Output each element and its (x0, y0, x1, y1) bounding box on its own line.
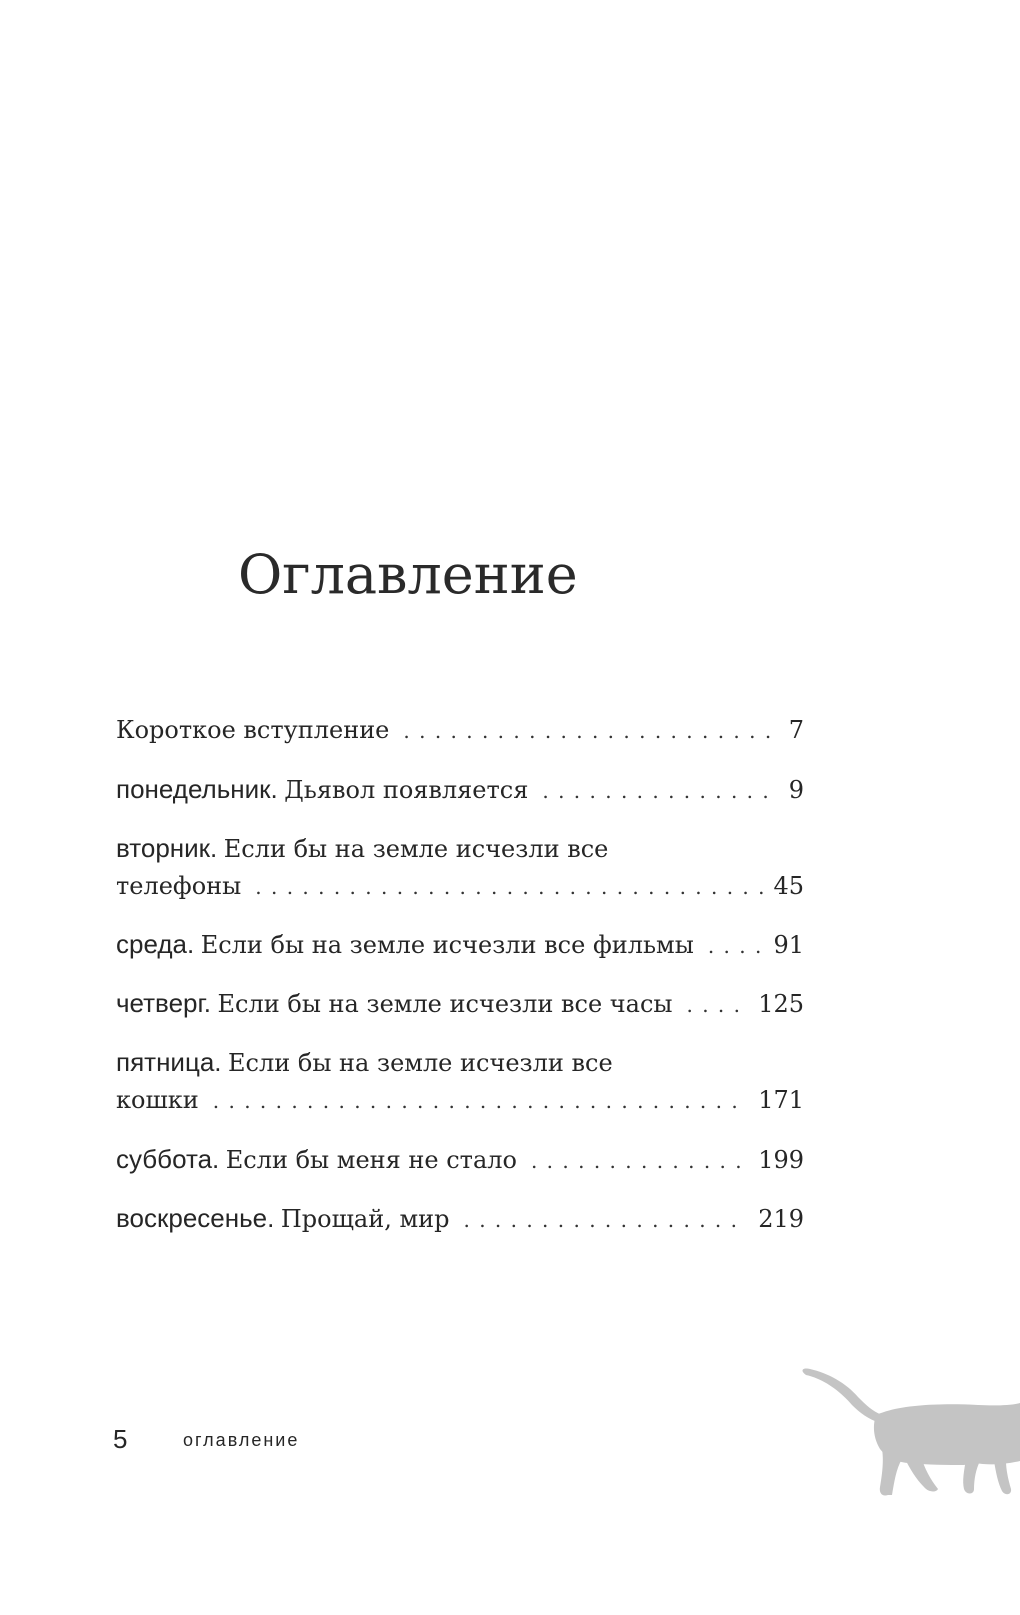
toc-entry-title: Прощай, мир (280, 1205, 450, 1233)
running-head: оглавление (183, 1430, 300, 1450)
toc-entry-title: Если бы меня не стало (225, 1146, 517, 1174)
toc-day-label: пятница. (116, 1047, 222, 1077)
toc-entry-saturday[interactable] (116, 1141, 804, 1180)
toc-entry-wednesday[interactable] (116, 926, 804, 965)
toc-entry-title: Если бы на земле исчезли все (223, 835, 609, 863)
toc-entry-title: Короткое вступление (116, 716, 390, 744)
dot-leader (708, 928, 764, 965)
toc-page-number: 7 (788, 716, 804, 744)
toc-page-number: 125 (758, 990, 804, 1018)
toc-entry-friday[interactable] (116, 1044, 804, 1120)
toc-entry-monday[interactable] (116, 771, 804, 810)
toc-page-number: 199 (758, 1146, 804, 1174)
dot-leader (403, 713, 778, 750)
toc-day-label: вторник. (116, 833, 218, 863)
dot-leader (255, 869, 763, 906)
cat-silhouette-icon (798, 1365, 1020, 1505)
toc-entry-thursday[interactable] (116, 985, 804, 1024)
dot-leader (463, 1202, 748, 1239)
dot-leader (213, 1083, 748, 1120)
toc-entry-sunday[interactable] (116, 1200, 804, 1239)
toc-entry-title: Если бы на земле исчезли все (228, 1049, 613, 1077)
toc-entry-title: Дьявол появляется (284, 776, 529, 804)
toc-entry-tuesday[interactable] (116, 830, 804, 906)
toc-entry-title: Если бы на земле исчезли все фильмы (200, 931, 694, 959)
toc-entry-title: Если бы на земле исчезли все часы (217, 990, 673, 1018)
toc-entry-intro[interactable] (116, 712, 804, 750)
toc-page-number: 45 (773, 872, 804, 900)
dot-leader (531, 1143, 748, 1180)
toc-page-number: 219 (758, 1205, 804, 1233)
toc-page-number: 9 (788, 776, 804, 804)
toc-day-label: понедельник. (116, 774, 278, 804)
toc-page-number: 91 (773, 931, 804, 959)
dot-leader (542, 773, 778, 810)
toc-entry-title-continued: кошки (116, 1086, 199, 1114)
toc-page-number: 171 (758, 1086, 804, 1114)
toc-day-label: среда. (116, 929, 195, 959)
dot-leader (687, 987, 749, 1024)
toc-day-label: суббота. (116, 1144, 220, 1174)
toc-entry-title-continued: телефоны (116, 872, 242, 900)
page-title: Оглавление (238, 543, 578, 606)
toc-day-label: воскресенье. (116, 1203, 275, 1233)
toc-day-label: четверг. (116, 988, 212, 1018)
page-number: 5 (113, 1424, 128, 1454)
